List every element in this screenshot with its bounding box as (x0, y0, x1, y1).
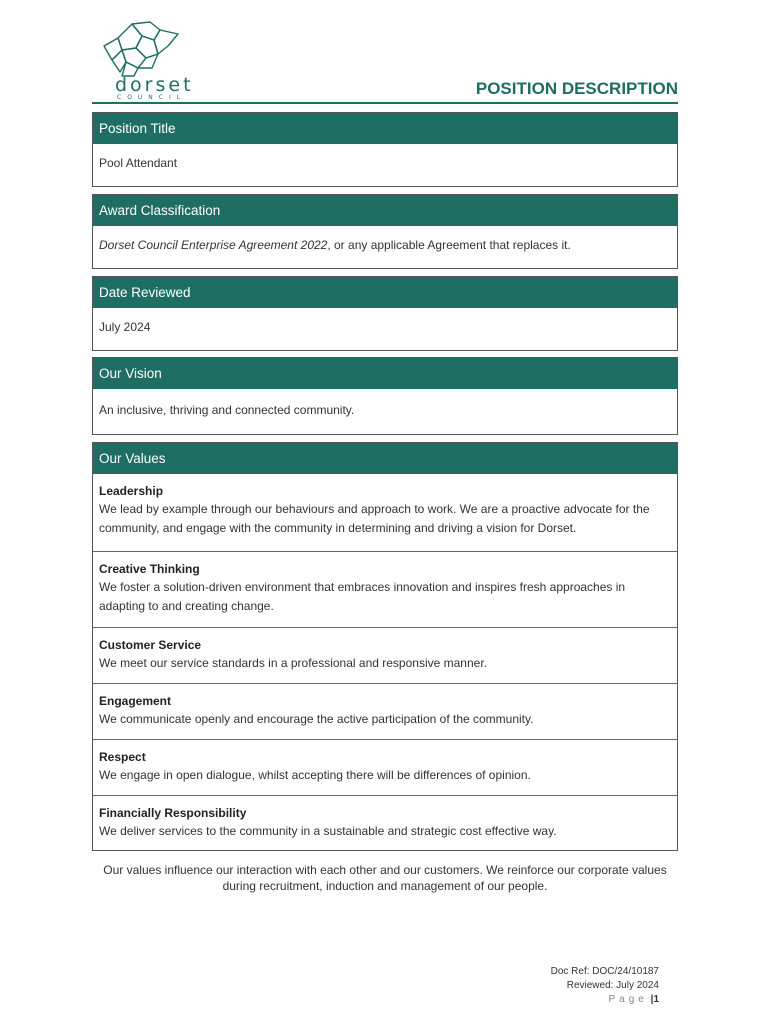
vision-value: An inclusive, thriving and connected community. (99, 403, 355, 417)
award-classification-heading: Award Classification (93, 195, 677, 226)
page-number: 1 (653, 994, 659, 1005)
date-reviewed-section (92, 276, 678, 351)
value-description: We foster a solution-driven environment that embraces innovation and inspires fresh approaches in adapting to and creating change. (99, 580, 626, 613)
vision-heading: Our Vision (93, 358, 677, 389)
value-description: We engage in open dialogue, whilst accepting there will be differences of opinion. (99, 768, 531, 782)
value-title: Leadership (99, 484, 164, 498)
value-title: Creative Thinking (99, 562, 200, 576)
doc-ref: Doc Ref: DOC/24/10187 (550, 966, 659, 977)
page-separator: | (650, 994, 654, 1005)
list-item (93, 551, 677, 627)
position-title-heading: Position Title (93, 113, 677, 144)
list-item (93, 795, 677, 851)
value-description: We meet our service standards in a professional and responsive manner. (99, 656, 487, 670)
page-label: Page (608, 994, 648, 1005)
value-description: We communicate openly and encourage the active participation of the community. (99, 712, 534, 726)
header-divider (92, 102, 678, 104)
reviewed-date: Reviewed: July 2024 (566, 980, 659, 991)
date-reviewed-value: July 2024 (99, 320, 151, 334)
list-item (93, 474, 677, 551)
values-section (92, 442, 678, 851)
value-title: Engagement (99, 694, 172, 708)
closing-statement: Our values influence our interaction with each other and our customers. We reinforce our corporate values during recruitment, induction and management of our people. (103, 863, 667, 893)
logo-subtext: COUNCIL (117, 94, 187, 101)
value-description: We lead by example through our behaviours and approach to work. We are a proactive advocate for the community, and engage with the community in determining and driving a vision for Dorset. (99, 502, 650, 535)
value-title: Financially Responsibility (99, 806, 247, 820)
list-item (93, 739, 677, 795)
vision-section (92, 357, 678, 435)
values-heading: Our Values (93, 443, 677, 474)
award-classification-section (92, 194, 678, 269)
date-reviewed-heading: Date Reviewed (93, 277, 677, 308)
value-title: Customer Service (99, 638, 202, 652)
list-item (93, 683, 677, 739)
value-description: We deliver services to the community in a sustainable and strategic cost effective way. (99, 824, 557, 838)
award-agreement-rest: , or any applicable Agreement that replaces it. (327, 238, 571, 252)
logo-wordmark: dorset (115, 74, 194, 96)
list-item (93, 627, 677, 683)
value-title: Respect (99, 750, 146, 764)
page-footer (551, 965, 659, 1007)
position-title-value: Pool Attendant (99, 156, 178, 170)
page-indicator (551, 993, 659, 1007)
page-title: POSITION DESCRIPTION (475, 79, 678, 98)
award-classification-value (93, 226, 677, 252)
award-agreement-name: Dorset Council Enterprise Agreement 2022 (99, 238, 328, 252)
position-title-section (92, 112, 678, 187)
values-list (93, 474, 677, 851)
